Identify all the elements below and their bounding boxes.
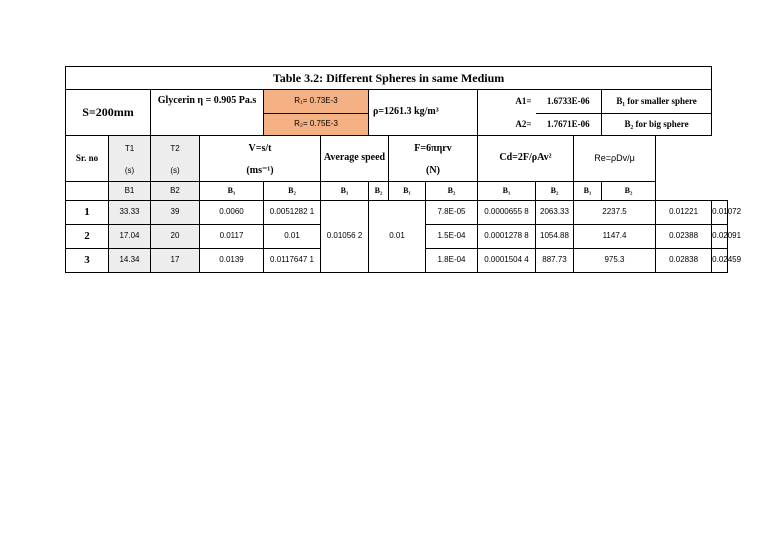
row-v-b1: 0.0139 xyxy=(200,249,264,273)
row-v-b1: 0.0060 xyxy=(200,201,264,225)
row-re-b2: 0.02091 xyxy=(712,225,728,249)
row-sr: 1 xyxy=(66,201,109,225)
row-sr: 2 xyxy=(66,225,109,249)
force-header: F=6πηrv xyxy=(389,136,478,162)
avg-speed-header: Average speed xyxy=(321,136,389,182)
row-t1: 33.33 xyxy=(109,201,151,225)
empty-cell xyxy=(66,182,109,201)
data-table-sheet xyxy=(65,66,742,273)
t2-unit: (s) xyxy=(151,162,200,182)
re-b2-header: B₂ xyxy=(602,182,656,201)
b2-note: B₂ for big sphere xyxy=(602,114,712,136)
avg-b2-value: 0.01 xyxy=(369,201,426,273)
row-cd-b1: 2063.33 xyxy=(536,201,574,225)
avg-b1-value: 0.01056 2 xyxy=(321,201,369,273)
re-header: Re=ρDv/μ xyxy=(574,136,656,182)
medium-cell: Glycerin η = 0.905 Pa.s xyxy=(151,90,264,136)
row-f-b2: 0.0000655 8 xyxy=(478,201,536,225)
area-a2-value: 1.7671E-06 xyxy=(536,114,602,136)
area-a2-label: A2= xyxy=(478,114,536,136)
row-re-b2: 0.02459 xyxy=(712,249,728,273)
force-unit: (N) xyxy=(389,162,478,182)
radius-r2: R₂= 0.75E-3 xyxy=(264,114,369,136)
avg-b2-header: B₂ xyxy=(369,182,389,201)
srno-header: Sr. no xyxy=(66,136,109,182)
row-f-b1: 7.8E-05 xyxy=(426,201,478,225)
b1-note: B₁ for smaller sphere xyxy=(602,90,712,114)
t1-unit: (s) xyxy=(109,162,151,182)
f-b1-header: B₁ xyxy=(389,182,426,201)
row-re-b1: 0.01221 xyxy=(656,201,712,225)
velocity-header: V=s/t xyxy=(200,136,321,162)
row-f-b2: 0.0001504 4 xyxy=(478,249,536,273)
t2-header: T2 xyxy=(151,136,200,162)
velocity-unit: (ms⁻¹) xyxy=(200,162,321,182)
row-t2: 39 xyxy=(151,201,200,225)
row-v-b1: 0.0117 xyxy=(200,225,264,249)
row-f-b1: 1.8E-04 xyxy=(426,249,478,273)
row-re-b2: 0.01072 xyxy=(712,201,728,225)
density-cell: ρ=1261.3 kg/m³ xyxy=(369,90,478,136)
row-re-b1: 0.02388 xyxy=(656,225,712,249)
b2-col-header: B2 xyxy=(151,182,200,201)
row-f-b1: 1.5E-04 xyxy=(426,225,478,249)
row-cd-b1: 1054.88 xyxy=(536,225,574,249)
area-a1-label: A1= xyxy=(478,90,536,114)
v-b1-header: B₁ xyxy=(200,182,264,201)
b1-col-header: B1 xyxy=(109,182,151,201)
row-cd-b2: 975.3 xyxy=(574,249,656,273)
table-row xyxy=(66,201,728,225)
radius-r1: R₁= 0.73E-3 xyxy=(264,90,369,114)
row-t2: 20 xyxy=(151,225,200,249)
v-b2-header: B₂ xyxy=(264,182,321,201)
row-cd-b2: 2237.5 xyxy=(574,201,656,225)
row-v-b2: 0.0117647 1 xyxy=(264,249,321,273)
area-a1-value: 1.6733E-06 xyxy=(536,90,602,114)
row-v-b2: 0.0051282 1 xyxy=(264,201,321,225)
cd-header: Cd=2F/ρAv² xyxy=(478,136,574,182)
distance-cell: S=200mm xyxy=(66,90,151,136)
row-t2: 17 xyxy=(151,249,200,273)
cd-b1-header: B₁ xyxy=(478,182,536,201)
re-b1-header: B₁ xyxy=(574,182,602,201)
cd-b2-header: B₂ xyxy=(536,182,574,201)
table-title: Table 3.2: Different Spheres in same Medium xyxy=(66,67,712,90)
row-re-b1: 0.02838 xyxy=(656,249,712,273)
row-t1: 14.34 xyxy=(109,249,151,273)
t1-header: T1 xyxy=(109,136,151,162)
row-t1: 17.04 xyxy=(109,225,151,249)
row-f-b2: 0.0001278 8 xyxy=(478,225,536,249)
spheres-table xyxy=(65,66,742,273)
avg-b1-header: B₁ xyxy=(321,182,369,201)
row-sr: 3 xyxy=(66,249,109,273)
f-b2-header: B₂ xyxy=(426,182,478,201)
row-cd-b1: 887.73 xyxy=(536,249,574,273)
row-v-b2: 0.01 xyxy=(264,225,321,249)
row-cd-b2: 1147.4 xyxy=(574,225,656,249)
